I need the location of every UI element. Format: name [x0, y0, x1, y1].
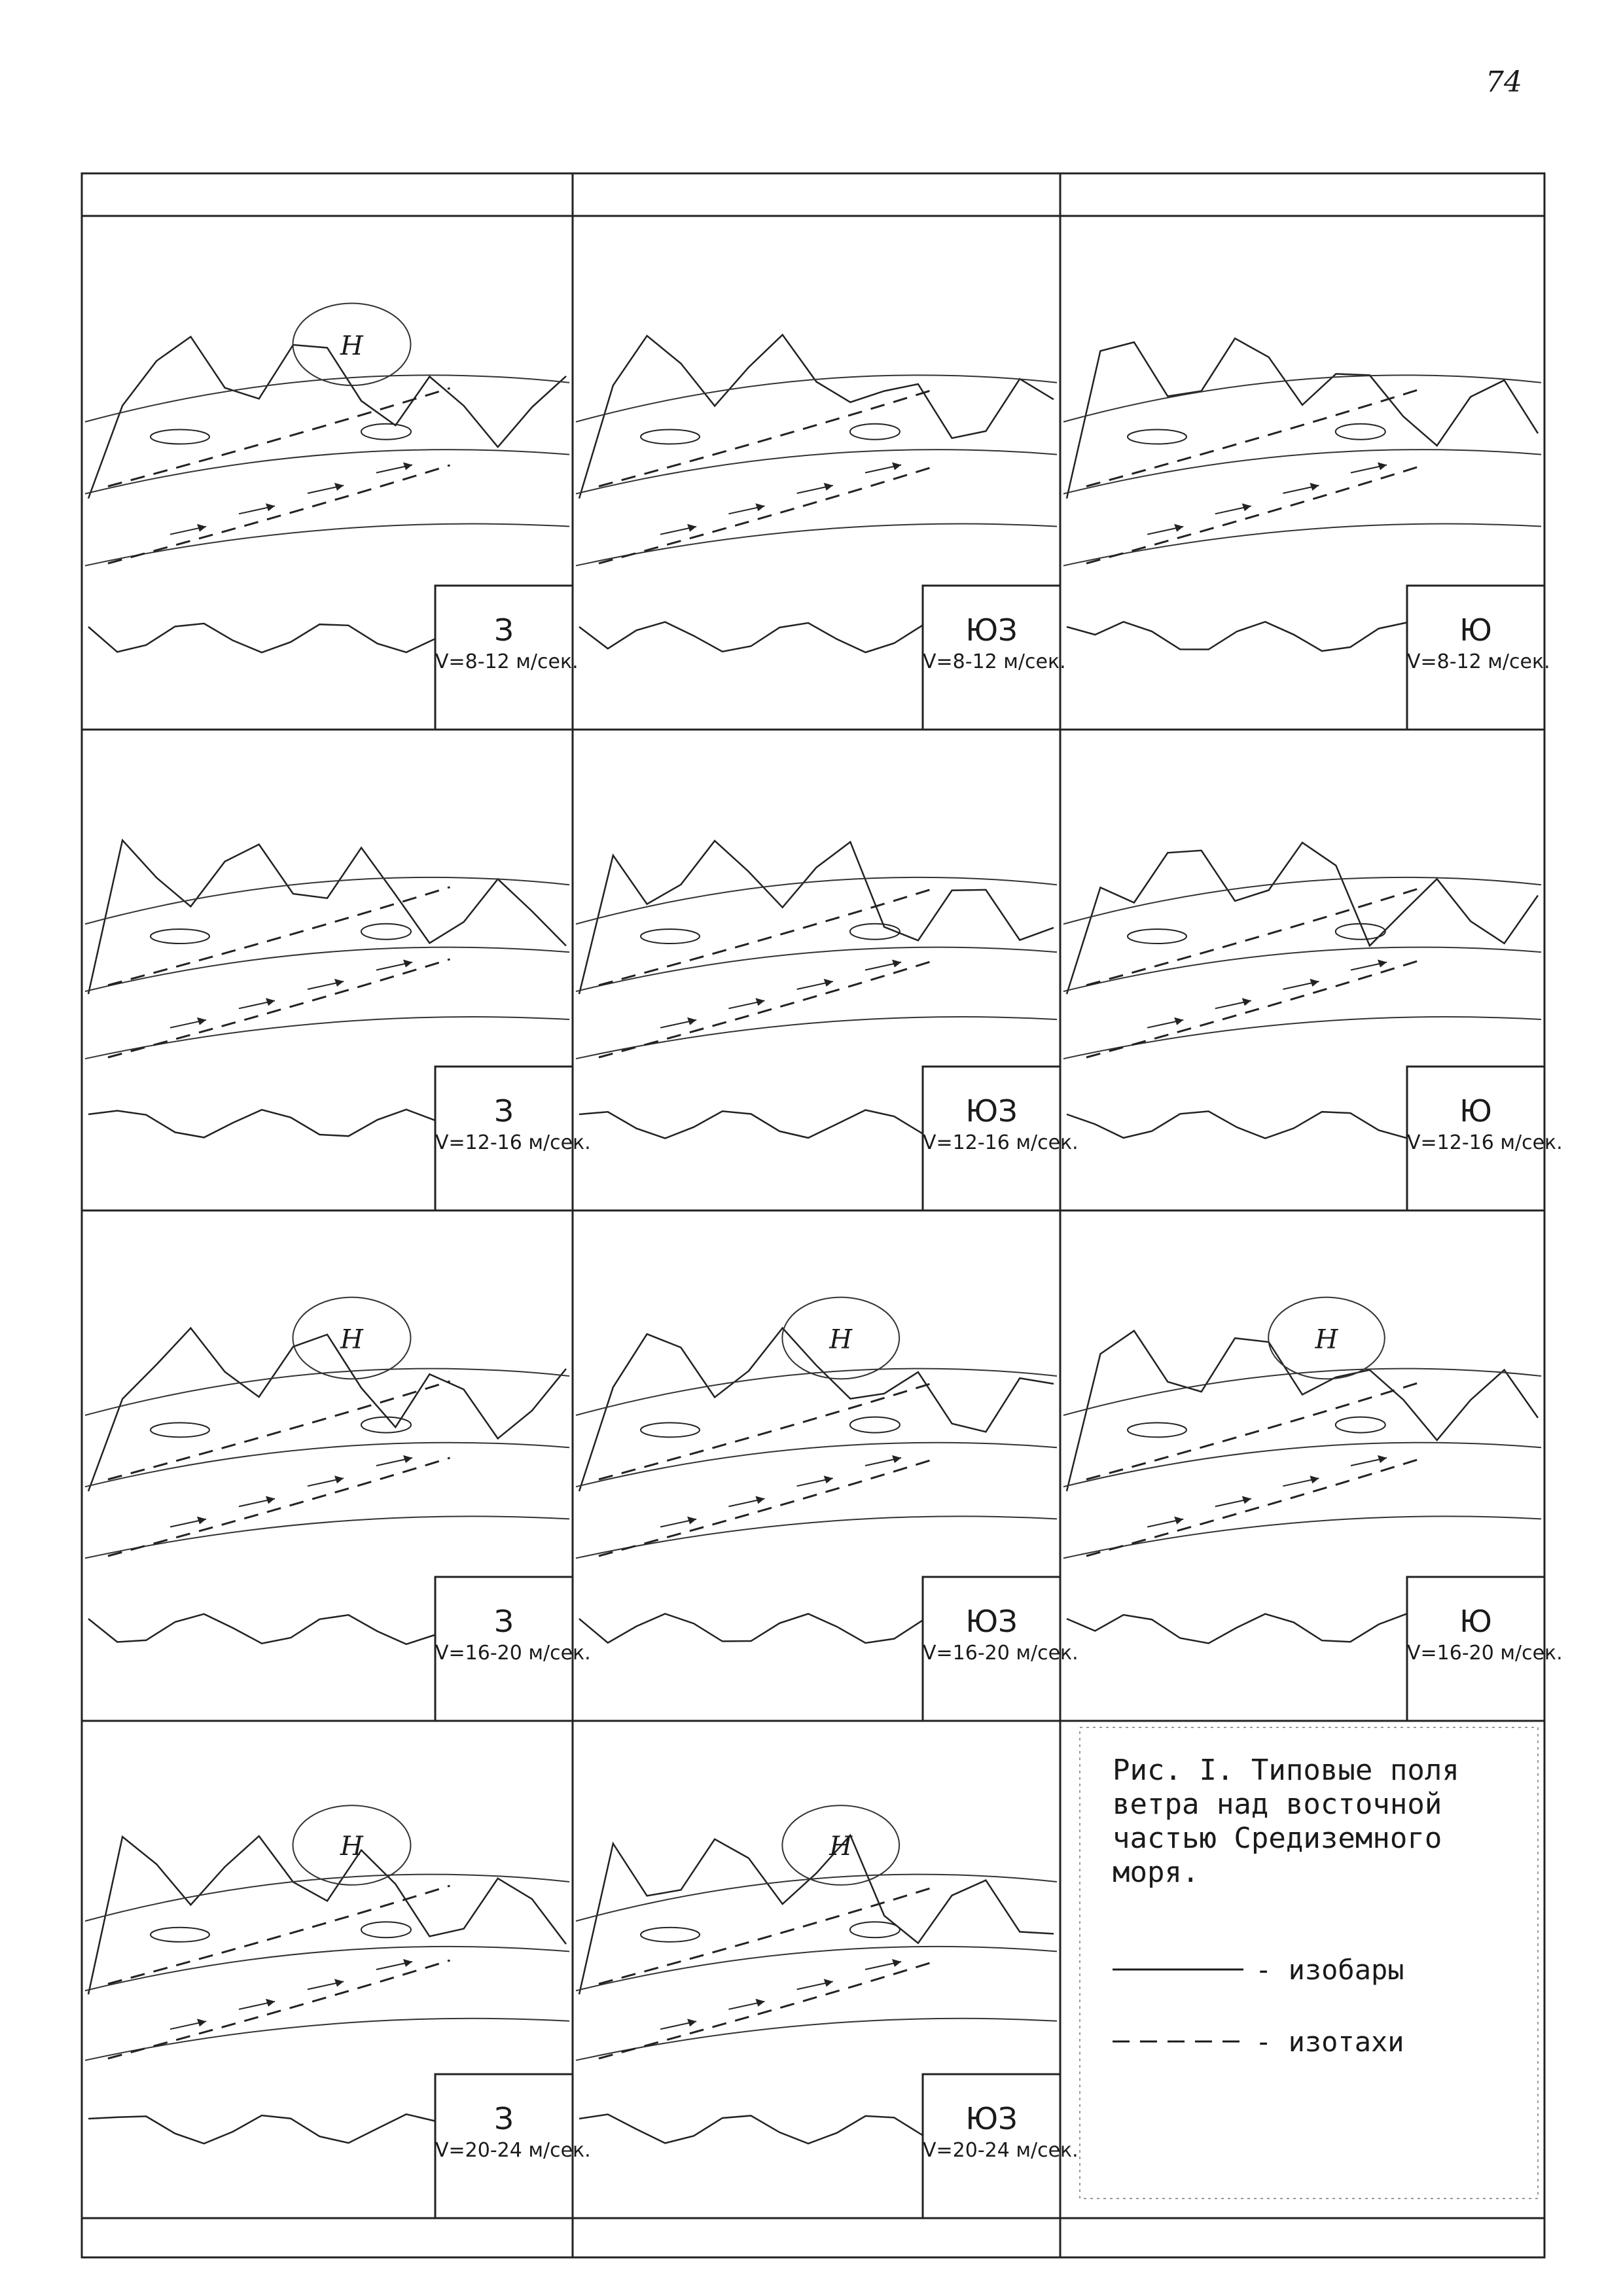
isobar — [85, 877, 569, 924]
wind-speed: V=16-20 м/сек. — [1407, 1641, 1563, 1665]
isotach — [1086, 1381, 1423, 1479]
isobar — [1063, 1443, 1541, 1487]
wind-direction: ЮЗ — [965, 1604, 1018, 1639]
wind-direction: З — [494, 612, 514, 648]
isobar — [576, 1017, 1057, 1059]
wind-arrow-head — [755, 1496, 764, 1504]
isobar — [576, 450, 1057, 494]
coastline-south — [1067, 1614, 1407, 1643]
panel-label-r1c3 — [1407, 612, 1550, 674]
pressure-center-label: Н — [829, 1831, 853, 1862]
wind-arrow-head — [197, 1017, 206, 1025]
wind-arrow-head — [334, 483, 344, 491]
isobar — [85, 1443, 569, 1487]
island — [850, 424, 900, 440]
wind-speed: V=12-16 м/сек. — [435, 1131, 591, 1154]
panel-label-r2c2 — [923, 1093, 1079, 1155]
wind-speed: V=8-12 м/сек. — [435, 650, 579, 673]
legend-isotachs — [1113, 2022, 1544, 2061]
coastline-south — [88, 1614, 435, 1644]
wind-arrow-head — [824, 979, 833, 987]
isobar — [85, 1947, 569, 1991]
panel-label-r1c2 — [923, 612, 1066, 674]
island — [361, 1922, 411, 1937]
island — [1128, 430, 1186, 444]
isobar — [85, 2019, 569, 2060]
wind-arrow-head — [197, 2019, 206, 2026]
wind-arrow-head — [1242, 1496, 1251, 1504]
panel-label-r4c1 — [435, 2100, 591, 2163]
coastline-south — [579, 2114, 923, 2144]
page-number: 74 — [1486, 65, 1522, 99]
island — [641, 1928, 700, 1942]
wind-speed: V=16-20 м/сек. — [923, 1641, 1079, 1665]
wind-arrow-head — [1310, 979, 1319, 987]
dashed-line-icon — [1113, 2035, 1243, 2048]
pressure-center-label: Н — [829, 1324, 853, 1355]
isobar — [85, 450, 569, 494]
pressure-center-label: Н — [340, 1831, 363, 1862]
isotach — [1086, 388, 1423, 486]
wind-direction: Ю — [1459, 1604, 1492, 1639]
panel-label-r1c1 — [435, 612, 579, 674]
coastline-south — [88, 1110, 435, 1138]
outer-frame — [82, 173, 1563, 2257]
wind-arrow-head — [687, 1517, 696, 1525]
wind-arrow-head — [755, 998, 764, 1006]
isotach — [599, 1458, 938, 1556]
wind-arrow-head — [892, 960, 901, 968]
wind-direction: Ю — [1459, 612, 1492, 648]
isotach — [1086, 1458, 1423, 1556]
wind-arrow-head — [755, 503, 764, 511]
isobar — [576, 2019, 1057, 2060]
legend-isobars-label: - изобары — [1255, 1953, 1404, 1986]
wind-speed: V=20-24 м/сек. — [923, 2138, 1079, 2162]
panel-label-r2c1 — [435, 1093, 591, 1155]
wind-arrow-head — [824, 483, 833, 491]
panel-map-r2c1 — [85, 840, 591, 1210]
coastline-north — [88, 1328, 566, 1491]
isotach — [108, 1458, 450, 1556]
wind-speed: V=8-12 м/сек. — [1407, 650, 1550, 673]
island — [151, 929, 209, 944]
wind-arrow-head — [334, 1979, 344, 1987]
wind-arrow-head — [1174, 1517, 1183, 1525]
wind-arrow-head — [266, 503, 275, 511]
coastline-south — [88, 624, 435, 652]
legend-isotachs-label: - изотахи — [1255, 2025, 1404, 2058]
wind-arrow-head — [1310, 483, 1319, 491]
isotach — [599, 959, 938, 1057]
island — [641, 1422, 700, 1437]
panel-map-r2c3 — [1063, 843, 1563, 1210]
isobar — [576, 524, 1057, 566]
wind-arrow-head — [824, 1979, 833, 1987]
isotach — [1086, 465, 1423, 563]
coastline-north — [579, 1328, 1054, 1491]
isobar — [1063, 450, 1541, 494]
island — [361, 1417, 411, 1433]
isotach — [108, 1381, 450, 1479]
panel-label-r4c2 — [923, 2100, 1079, 2163]
wind-speed: V=20-24 м/сек. — [435, 2138, 591, 2162]
isobar — [576, 1516, 1057, 1558]
wind-arrow-head — [1174, 524, 1183, 532]
island — [641, 929, 700, 944]
wind-direction: ЮЗ — [965, 1093, 1018, 1129]
wind-arrow-head — [334, 979, 344, 987]
isobar — [1063, 1516, 1541, 1558]
isotach — [108, 388, 450, 486]
wind-arrow-head — [1310, 1475, 1319, 1483]
isobar — [85, 1017, 569, 1059]
island — [151, 1422, 209, 1437]
wind-arrow-head — [1242, 998, 1251, 1006]
isobar — [85, 524, 569, 566]
solid-line-icon — [1113, 1963, 1243, 1976]
isobar — [576, 877, 1057, 924]
island — [850, 924, 900, 940]
wind-arrow-head — [687, 1017, 696, 1025]
wind-arrow-head — [1242, 503, 1251, 511]
coastline-south — [579, 622, 923, 652]
wind-arrow-head — [1378, 960, 1387, 968]
panel-label-r3c2 — [923, 1603, 1079, 1665]
isotach — [599, 465, 938, 563]
figure-caption: Рис. I. Типовые поля ветра над восточной частью Средиземного моря. — [1113, 1754, 1459, 1889]
wind-arrow-head — [197, 1517, 206, 1525]
panel-label-r3c3 — [1407, 1603, 1563, 1665]
wind-arrow-head — [334, 1475, 344, 1483]
wind-arrow-head — [687, 524, 696, 532]
coastline-north — [88, 337, 566, 499]
wind-arrow-head — [755, 1999, 764, 2007]
isotach — [1086, 887, 1423, 985]
wind-direction: ЮЗ — [965, 2101, 1018, 2136]
wind-arrow-head — [1174, 1017, 1183, 1025]
wind-arrow-head — [1378, 463, 1387, 470]
wind-direction: З — [494, 2101, 514, 2136]
island — [151, 1928, 209, 1942]
wind-arrow-head — [197, 524, 206, 532]
pressure-center-label: Н — [1315, 1324, 1338, 1355]
wind-arrow-head — [266, 1496, 275, 1504]
wind-direction: Ю — [1459, 1093, 1492, 1129]
isotach — [599, 388, 938, 486]
isotach — [599, 1886, 938, 1984]
wind-direction: З — [494, 1093, 514, 1129]
island — [1128, 929, 1186, 944]
isotach — [599, 1381, 938, 1479]
panel-label-r3c1 — [435, 1603, 591, 1665]
island — [641, 430, 700, 444]
island — [151, 430, 209, 444]
pressure-center-label: Н — [340, 330, 363, 361]
island — [361, 924, 411, 940]
panel-map-r2c2 — [576, 841, 1079, 1210]
wind-speed: V=12-16 м/сек. — [923, 1131, 1079, 1154]
pressure-center-label: Н — [340, 1324, 363, 1355]
isotach — [108, 465, 450, 563]
island — [1336, 424, 1385, 440]
island — [850, 1417, 900, 1433]
island — [1336, 1417, 1385, 1433]
wind-arrow-head — [687, 2019, 696, 2026]
island — [1336, 924, 1385, 940]
isotach — [108, 1886, 450, 1984]
legend-isobars — [1113, 1950, 1544, 1989]
wind-arrow-head — [266, 1999, 275, 2007]
coastline-south — [579, 1614, 923, 1643]
island — [361, 424, 411, 440]
coastline-south — [579, 1110, 923, 1139]
wind-arrow-head — [892, 463, 901, 470]
wind-arrow-head — [266, 998, 275, 1006]
wind-direction: З — [494, 1604, 514, 1639]
wind-speed: V=8-12 м/сек. — [923, 650, 1066, 673]
isobar — [1063, 1017, 1541, 1059]
wind-arrow-head — [403, 463, 412, 470]
coastline-south — [1067, 622, 1407, 651]
coastline-south — [88, 2114, 435, 2144]
coastline-north — [1067, 338, 1538, 499]
wind-arrow-head — [824, 1475, 833, 1483]
wind-arrow-head — [892, 1959, 901, 1967]
wind-arrow-head — [403, 1455, 412, 1463]
wind-direction: ЮЗ — [965, 612, 1018, 648]
isotach — [1086, 959, 1423, 1057]
wind-arrow-head — [892, 1455, 901, 1463]
coastline-north — [579, 335, 1054, 499]
wind-arrow-head — [403, 1959, 412, 1967]
panel-label-r2c3 — [1407, 1093, 1563, 1155]
isobar — [576, 1443, 1057, 1487]
coastline-south — [1067, 1111, 1407, 1138]
isobar — [1063, 524, 1541, 566]
island — [850, 1922, 900, 1937]
wind-speed: V=12-16 м/сек. — [1407, 1131, 1563, 1154]
wind-speed: V=16-20 м/сек. — [435, 1641, 591, 1665]
isotach — [108, 959, 450, 1057]
isobar — [85, 1516, 569, 1558]
isotach — [108, 887, 450, 985]
coastline-north — [1067, 1331, 1538, 1491]
wind-arrow-head — [1378, 1455, 1387, 1463]
island — [1128, 1422, 1186, 1437]
isobar — [576, 1947, 1057, 1991]
wind-arrow-head — [403, 960, 412, 968]
